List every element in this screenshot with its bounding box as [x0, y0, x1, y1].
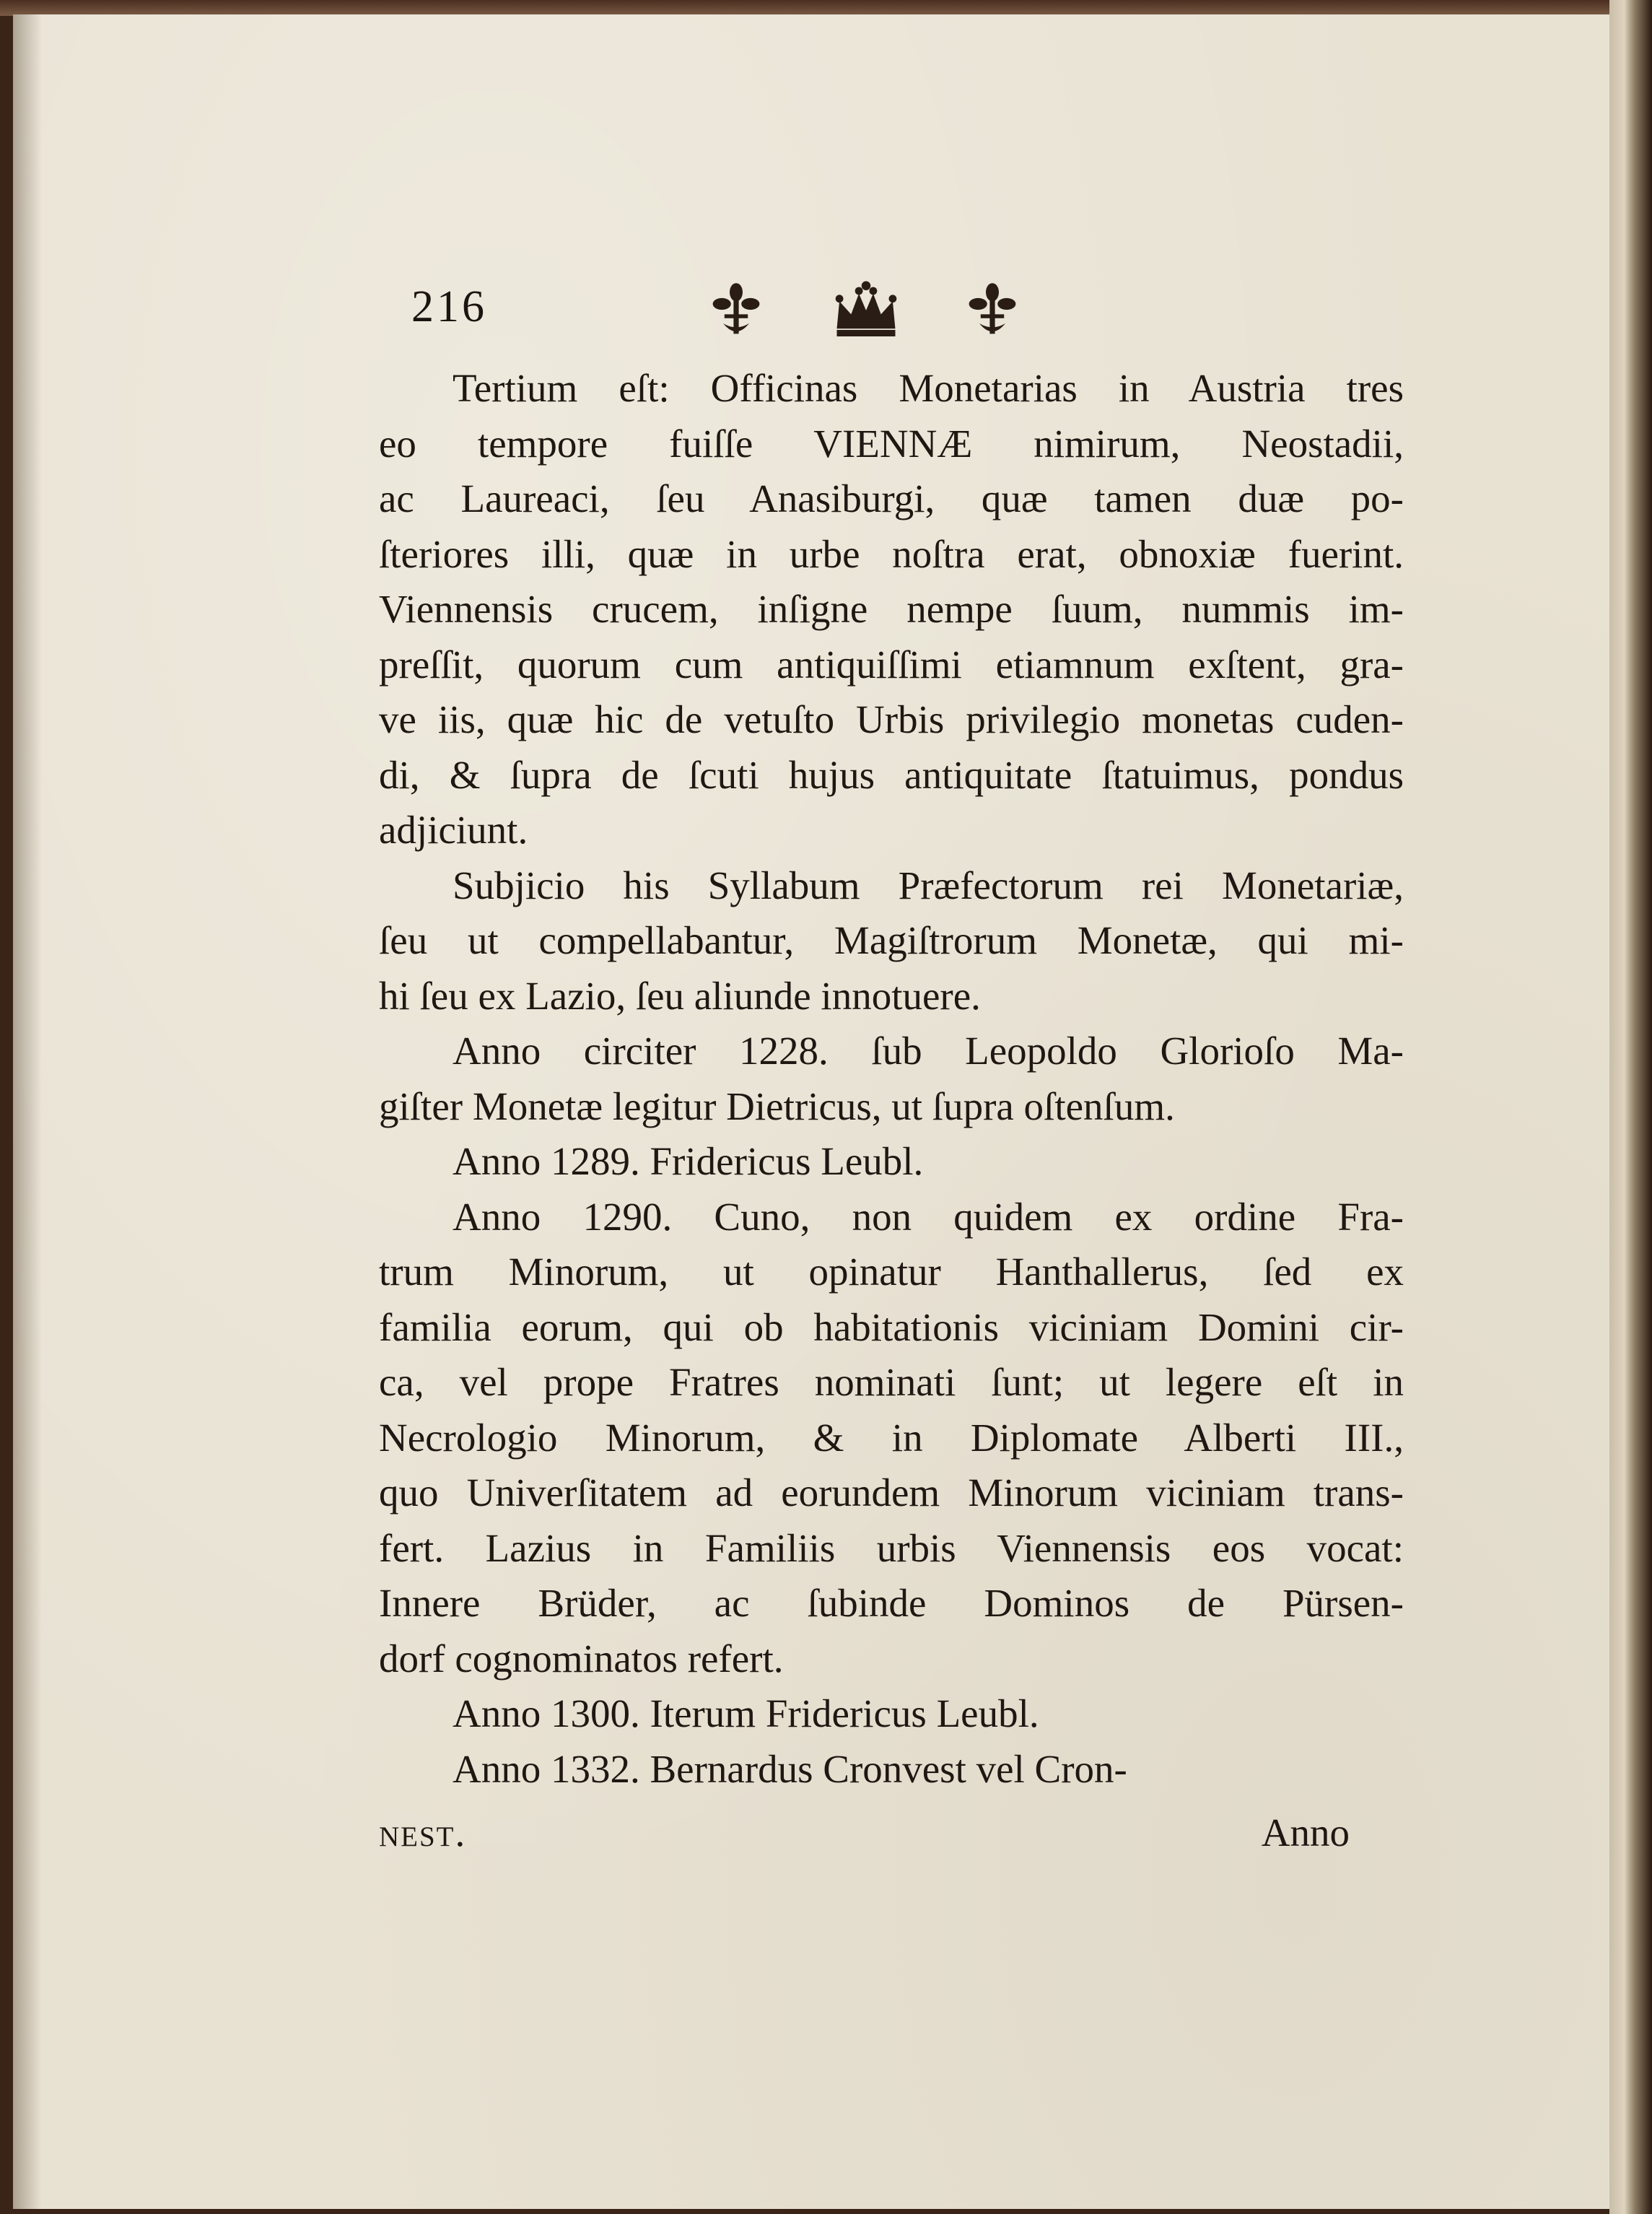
text-line: trum Minorum, ut opinatur Hanthallerus, ſed ex — [379, 1250, 1404, 1294]
page-stack-edge — [1609, 0, 1652, 2214]
text-line: ca, vel prope Fratres nominati ſunt; ut legere eſt in — [379, 1360, 1404, 1404]
text-line: Tertium eſt: Officinas Monetarias in Austria tres — [453, 366, 1404, 410]
body-text — [379, 361, 1404, 1797]
text-line: Anno 1332. Bernardus Cronvest vel Cron- — [453, 1746, 1127, 1791]
text-line: adjiciunt. — [379, 808, 528, 852]
text-line: dorf cognominatos refert. — [379, 1636, 784, 1681]
text-line: ac Laureaci, ſeu Anasiburgi, quæ tamen duæ po- — [379, 476, 1404, 520]
text-line: ſteriores illi, quæ in urbe noſtra erat, obnoxiæ fuerint. — [379, 531, 1404, 576]
text-line: Subjicio his Syllabum Præfectorum rei Monetariæ, — [453, 863, 1404, 907]
running-head — [411, 278, 1061, 343]
text-line: ve iis, quæ hic de vetuſto Urbis privilegio monetas cuden- — [379, 697, 1404, 741]
text-line: di, & ſupra de ſcuti hujus antiquitate ſtatuimus, pondus — [379, 752, 1404, 797]
text-line: Anno 1300. Iterum Fridericus Leubl. — [453, 1691, 1039, 1735]
text-line: Necrologio Minorum, & in Diplomate Alberti III., — [379, 1415, 1404, 1460]
text-line: ſeu ut compellabantur, Magiſtrorum Monetæ, qui mi- — [379, 918, 1404, 962]
text-line: preſſit, quorum cum antiquiſſimi etiamnum exſtent, gra- — [379, 642, 1404, 687]
text-line: eo tempore fuiſſe VIENNÆ nimirum, Neostadii, — [379, 421, 1404, 466]
crown-icon — [830, 278, 902, 343]
text-line: giſter Monetæ legitur Dietricus, ut ſupra oſtenſum. — [379, 1084, 1175, 1128]
fleuron-icon — [704, 278, 769, 343]
fleuron-icon — [960, 278, 1025, 343]
text-line: Anno 1290. Cuno, non quidem ex ordine Fra- — [453, 1194, 1404, 1239]
text-line: Anno circiter 1228. ſub Leopoldo Glorioſo Ma- — [453, 1029, 1404, 1073]
gutter-shadow — [13, 14, 42, 2209]
page-number: 216 — [411, 282, 487, 331]
text-line: fert. Lazius in Familiis urbis Viennensis eos vocat: — [379, 1525, 1404, 1570]
text-line: familia eorum, qui ob habitationis viciniam Domini cir- — [379, 1304, 1404, 1349]
text-line: Innere Brüder, ac ſubinde Dominos de Pürsen- — [379, 1581, 1404, 1625]
text-line: Viennensis crucem, inſigne nempe ſuum, nummis im- — [379, 587, 1404, 631]
continuation-line: nest. — [379, 1810, 467, 1855]
text-line: hi ſeu ex Lazio, ſeu aliunde innotuere. — [379, 973, 981, 1018]
catchword: Anno — [1261, 1810, 1350, 1855]
page-foot — [379, 1810, 1350, 1865]
text-line: Anno 1289. Fridericus Leubl. — [453, 1139, 924, 1183]
book-top-edge — [0, 0, 1652, 16]
text-line: quo Univerſitatem ad eorundem Minorum viciniam trans- — [379, 1470, 1404, 1515]
